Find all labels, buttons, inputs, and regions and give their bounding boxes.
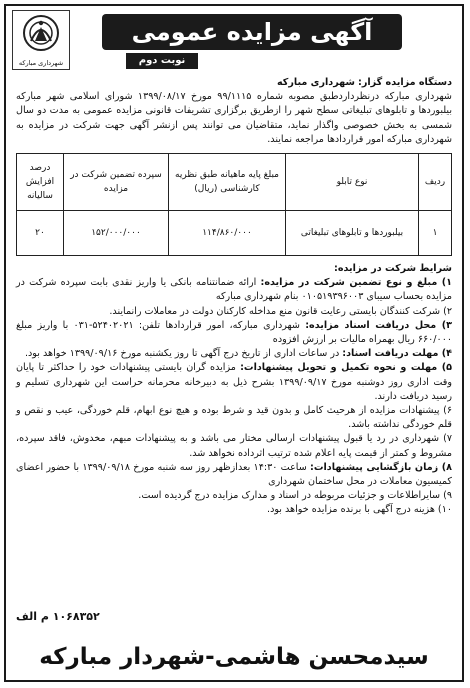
municipality-logo — [12, 10, 70, 70]
condition-label: ۵) مهلت و نحوه تکمیل و تحویل پیشنهادات: — [240, 362, 452, 374]
condition-text: ۷) شهرداری در رد یا قبول پیشنهادات ارسالی مختار می باشد و به پیشنهادات مبهم، مخدوش، فاقد سپرده، مشروط و کمتر از قیمت پایه اعلام شده ترتیب اثرداده نخواهد شد. — [16, 433, 452, 459]
condition-text: ۱۰) هزینه درج آگهی با برنده مزایده خواهد بود. — [267, 504, 452, 516]
condition-label: ۱) مبلغ و نوع تضمین شرکت در مزایده: — [260, 277, 452, 289]
cell-type: بیلبوردها و تابلوهای تبلیغاتی — [286, 211, 419, 256]
condition-item — [16, 361, 452, 404]
logo-caption: شهرداری مبارکه — [18, 59, 64, 67]
condition-item — [16, 404, 452, 432]
auction-table — [16, 153, 452, 256]
col-header-annual-increase: درصد افزایش سالیانه — [17, 154, 64, 211]
condition-text: ۹) سایراطلاعات و جزئیات مربوطه در اسناد و مدارک مزایده درج گردیده است. — [138, 490, 452, 502]
condition-text: ۲) شرکت کنندگان بایستی رعایت قانون منع مداخله کارکنان دولت در معاملات رانمایند. — [109, 305, 452, 317]
condition-text: ساعت ۱۴:۳۰ بعدازظهر روز سه شنبه مورخ ۱۳۹۹/۰۹/۱۸ با حضور اعضای کمیسیون معاملات در محل ساختمان شهرداری — [16, 461, 452, 488]
issuer-line — [16, 76, 452, 90]
issuer-label: دستگاه مزایده گزار: — [358, 77, 452, 88]
table-row — [17, 211, 452, 256]
table-header-row — [17, 154, 452, 211]
cell-deposit: ۱۵۲/۰۰۰/۰۰۰ — [64, 211, 169, 256]
cell-annual-increase: ۲۰ — [17, 211, 64, 256]
condition-label: ۸) زمان بازگشایی پیشنهادات: — [310, 461, 452, 473]
header — [6, 6, 462, 74]
conditions-heading: شرایط شرکت در مزایده: — [333, 263, 452, 275]
cell-row-no: ۱ — [419, 211, 452, 256]
page-title: آگهی مزایده عمومی — [131, 18, 373, 46]
condition-text: ارائه ضمانتنامه بانکی یا واریز نقدی بابت سپرده شرکت در مزایده بحساب سیبای ۰۱۰۵۱۹۳۹۶۰۰۳ بنام شهرداری مبارکه — [16, 277, 452, 303]
col-header-row-no: ردیف — [419, 154, 452, 211]
intro-paragraph: شهرداری مبارکه درنظرداردطبق مصوبه شماره ۹۹/۱۱۱۵ مورخ ۱۳۹۹/۰۸/۱۷ شورای اسلامی شهر مبارکه بیلبوردها و تابلوهای تبلیغاتی سطح شهر را ازطریق برگزاری تشریفات قانونی مزایده عمومی به مدت دو سال شمسی به بخش خصوصی واگذار نماید، متقاضیان می توانند پس ازنشر آگهی جهت شرکت در مزایده به شهرداری مبارکه امور قراردادها مراجعه نمایند. — [16, 91, 452, 145]
signature: سیدمحسن هاشمی-شهردار مبارکه — [39, 644, 429, 670]
condition-item — [16, 305, 452, 319]
condition-item — [16, 432, 452, 460]
title-ribbon — [102, 14, 402, 50]
emblem-icon — [13, 11, 69, 57]
col-header-deposit: سپرده تضمین شرکت در مزایده — [64, 154, 169, 211]
condition-item — [16, 319, 452, 347]
issuer-value: شهرداری مبارکه — [276, 77, 355, 88]
condition-text: ۶) پیشنهادات مزایده از هرحیث کامل و بدون قید و شرط بوده و هیچ نوع ابهام، قلم خوردگی، عیب و نقص و قلم خوردگی نداشته باشد. — [16, 405, 452, 431]
condition-label: ۴) مهلت دریافت اسناد: — [342, 348, 452, 360]
condition-item — [16, 489, 452, 503]
condition-text: در ساعات اداری از تاریخ درج آگهی تا روز یکشنبه مورخ ۱۳۹۹/۰۹/۱۶ خواهد بود. — [24, 348, 343, 360]
condition-item — [16, 461, 452, 489]
round-badge: نوبت دوم — [126, 53, 198, 69]
col-header-type: نوع تابلو — [286, 154, 419, 211]
reference-number: ۱۰۶۸۳۵۲ م الف — [16, 610, 100, 623]
cell-base-price: ۱۱۴/۸۶۰/۰۰۰ — [169, 211, 286, 256]
condition-item — [16, 347, 452, 361]
condition-text: شهرداری مبارکه، امور قراردادها تلفن: ۵۲۴۰۲۰۲۱-۰۳۱ با واریز مبلغ ۶۶۰/۰۰۰ ریال بهمراه مالیات بر ارزش افزوده — [16, 319, 452, 346]
notice-body — [16, 76, 452, 518]
condition-item — [16, 276, 452, 304]
condition-text: مزایده گران بایستی پیشنهادات خود را حداکثر تا پایان وقت اداری روز دوشنبه مورخ ۱۳۹۹/۰۹/۱۷ بشرح ذیل به دبیرخانه محرمانه حراست این شهرداری تسلیم و رسید دریافت دارند. — [16, 362, 452, 402]
col-header-base-price: مبلغ پایه ماهیانه طبق نظریه کارشناسی (ریال) — [169, 154, 286, 211]
advertisement-page — [4, 4, 464, 682]
condition-item — [16, 503, 452, 517]
footer-reference-row — [16, 610, 452, 626]
condition-label: ۳) محل دریافت اسناد مزایده: — [305, 319, 453, 331]
